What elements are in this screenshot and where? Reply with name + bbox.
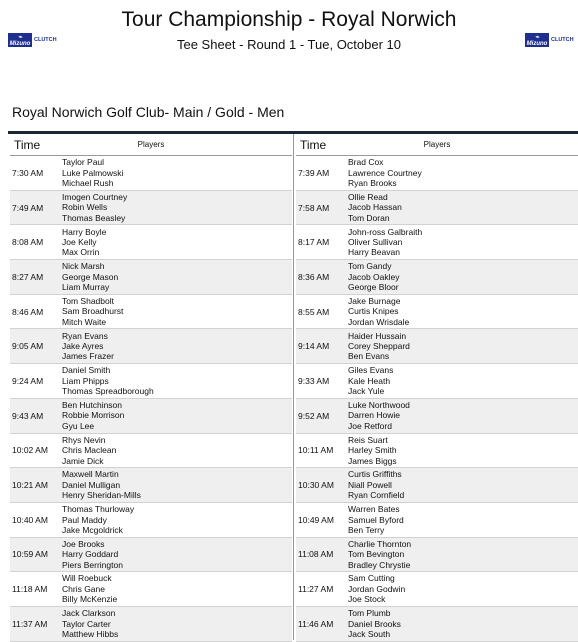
player-group xyxy=(348,227,422,258)
player-name: Bradley Chrystie xyxy=(348,559,411,570)
player-name: Harry Goddard xyxy=(62,549,119,560)
tee-time: 9:43 AM xyxy=(12,410,44,421)
player-name: James Frazer xyxy=(62,351,114,362)
tee-time: 9:24 AM xyxy=(12,375,44,386)
tee-time: 11:18 AM xyxy=(12,584,48,595)
tee-time: 8:46 AM xyxy=(12,306,44,317)
player-name: Ollie Read xyxy=(348,191,388,202)
player-name: Giles Evans xyxy=(348,365,394,376)
player-name: Tom Gandy xyxy=(348,261,392,272)
player-name: Ryan Brooks xyxy=(348,178,397,189)
tee-time-row xyxy=(296,225,578,260)
player-group xyxy=(348,573,405,604)
player-name: Jack South xyxy=(348,628,391,639)
tee-time-row xyxy=(296,329,578,364)
player-name: Haider Hussain xyxy=(348,330,407,341)
tee-time-row xyxy=(10,434,292,469)
player-name: Maxwell Martin xyxy=(62,469,119,480)
tee-time-row xyxy=(10,329,292,364)
player-name: Jordan Wrisdale xyxy=(348,316,410,327)
player-group xyxy=(348,296,409,327)
tee-time-row xyxy=(296,260,578,295)
tee-time: 10:11 AM xyxy=(298,445,334,456)
tee-time-row xyxy=(10,156,292,191)
tee-time: 8:36 AM xyxy=(298,271,330,282)
player-name: Niall Powell xyxy=(348,479,392,490)
player-name: Harley Smith xyxy=(348,445,397,456)
player-name: Tom Shadbolt xyxy=(62,295,114,306)
player-name: Lawrence Courtney xyxy=(348,167,422,178)
player-group xyxy=(62,365,154,396)
player-group xyxy=(348,504,404,535)
player-name: Ryan Cornfield xyxy=(348,490,405,501)
player-name: Darren Howie xyxy=(348,410,400,421)
tee-time-row xyxy=(296,364,578,399)
player-name: Oliver Sullivan xyxy=(348,237,403,248)
tee-time: 9:33 AM xyxy=(298,375,330,386)
player-name: Robbie Morrison xyxy=(62,410,125,421)
player-name: Thomas Spreadborough xyxy=(62,386,154,397)
tee-sheet-left-column xyxy=(10,134,292,642)
runbird-icon: ⌁ xyxy=(17,33,23,41)
player-group xyxy=(348,365,393,396)
tee-time: 10:40 AM xyxy=(12,514,48,525)
player-name: Kale Heath xyxy=(348,375,391,386)
page-title: Tour Championship - Royal Norwich xyxy=(121,8,457,31)
player-name: Jamie Dick xyxy=(62,455,104,466)
tee-time-list xyxy=(296,156,578,642)
tee-sheet-right-column xyxy=(296,134,578,642)
player-group xyxy=(62,331,114,362)
tee-time-row xyxy=(296,607,578,642)
logo-brand-text: CLUTCH xyxy=(34,37,57,43)
tee-time-row xyxy=(296,538,578,573)
player-name: Luke Palmowski xyxy=(62,167,124,178)
tee-time-row xyxy=(296,468,578,503)
player-group xyxy=(348,400,410,431)
player-name: Chris Gane xyxy=(62,583,105,594)
player-name: Jacob Hassan xyxy=(348,202,402,213)
tee-time-row xyxy=(296,156,578,191)
tee-time-row xyxy=(10,572,292,607)
tee-time: 8:08 AM xyxy=(12,237,44,248)
player-name: George Bloor xyxy=(348,282,399,293)
player-group xyxy=(62,469,141,500)
player-name: Max Orrin xyxy=(62,247,100,258)
player-name: Daniel Brooks xyxy=(348,618,401,629)
tee-time-row xyxy=(296,295,578,330)
player-name: Daniel Smith xyxy=(62,365,111,376)
tee-time: 11:46 AM xyxy=(298,618,334,629)
tee-time: 10:59 AM xyxy=(12,549,48,560)
tee-time-row xyxy=(10,607,292,642)
player-name: Piers Berrington xyxy=(62,559,123,570)
player-name: Thomas Thurloway xyxy=(62,504,135,515)
tee-time: 9:52 AM xyxy=(298,410,330,421)
player-name: John-ross Galbraith xyxy=(348,226,423,237)
player-name: Curtis Griffiths xyxy=(348,469,402,480)
player-group xyxy=(62,608,118,639)
tee-time-row xyxy=(10,260,292,295)
tee-time: 11:27 AM xyxy=(298,584,334,595)
player-name: Paul Maddy xyxy=(62,514,107,525)
player-name: Michael Rush xyxy=(62,178,114,189)
player-group xyxy=(348,435,397,466)
player-name: Brad Cox xyxy=(348,157,384,168)
player-name: Luke Northwood xyxy=(348,400,410,411)
tee-time-row xyxy=(10,225,292,260)
player-name: Samuel Byford xyxy=(348,514,404,525)
player-group xyxy=(62,400,124,431)
player-name: Gyu Lee xyxy=(62,420,95,431)
player-name: Thomas Beasley xyxy=(62,212,126,223)
player-name: Jake Burnage xyxy=(348,295,401,306)
column-header xyxy=(10,134,292,156)
player-name: Mitch Waite xyxy=(62,316,107,327)
player-name: Harry Boyle xyxy=(62,226,107,237)
tee-time: 10:02 AM xyxy=(12,445,48,456)
tee-time: 7:49 AM xyxy=(12,202,44,213)
tee-time-row xyxy=(10,191,292,226)
player-name: Tom Plumb xyxy=(348,608,391,619)
tee-time: 7:39 AM xyxy=(298,167,330,178)
player-group xyxy=(348,261,400,292)
players-header: Players xyxy=(137,140,165,149)
player-name: Nick Marsh xyxy=(62,261,105,272)
player-name: Henry Sheridan-Mills xyxy=(62,490,141,501)
tee-time: 8:17 AM xyxy=(298,237,330,248)
player-name: Jordan Godwin xyxy=(348,583,406,594)
player-name: Joe Stock xyxy=(348,594,386,605)
tee-time: 9:05 AM xyxy=(12,341,44,352)
player-name: Harry Beavan xyxy=(348,247,400,258)
tee-time-list xyxy=(10,156,292,642)
player-group xyxy=(348,539,411,570)
tee-time-row xyxy=(296,572,578,607)
logo-brand-text: CLUTCH xyxy=(551,37,574,43)
player-name: Sam Broadhurst xyxy=(62,306,124,317)
tee-time-row xyxy=(10,364,292,399)
player-group xyxy=(348,157,422,188)
column-divider xyxy=(293,134,294,640)
player-name: Ben Terry xyxy=(348,524,385,535)
player-group xyxy=(348,469,404,500)
time-header: Time xyxy=(14,137,41,152)
player-name: Matthew Hibbs xyxy=(62,628,119,639)
tee-time: 10:30 AM xyxy=(298,480,334,491)
player-name: Joe Kelly xyxy=(62,237,97,248)
player-name: Jack Yule xyxy=(348,386,385,397)
player-group xyxy=(62,296,123,327)
tee-time-row xyxy=(10,538,292,573)
tee-time: 11:37 AM xyxy=(12,618,48,629)
tee-time: 10:49 AM xyxy=(298,514,334,525)
time-header: Time xyxy=(300,137,327,152)
player-name: Jack Clarkson xyxy=(62,608,116,619)
player-name: Liam Phipps xyxy=(62,375,109,386)
player-name: James Biggs xyxy=(348,455,397,466)
player-name: Joe Brooks xyxy=(62,538,105,549)
tee-time: 9:14 AM xyxy=(298,341,330,352)
player-name: Corey Sheppard xyxy=(348,341,410,352)
tee-time-row xyxy=(296,434,578,469)
logo-mark-text: Mizuno xyxy=(526,40,548,47)
player-name: Imogen Courtney xyxy=(62,191,128,202)
player-name: Ryan Evans xyxy=(62,330,108,341)
player-name: Charlie Thornton xyxy=(348,538,412,549)
tee-time: 8:55 AM xyxy=(298,306,330,317)
player-group xyxy=(62,504,134,535)
player-name: Jacob Oakley xyxy=(348,271,400,282)
player-name: Sam Cutting xyxy=(348,573,395,584)
tee-time: 7:30 AM xyxy=(12,167,44,178)
tee-time: 7:58 AM xyxy=(298,202,330,213)
player-group xyxy=(62,192,127,223)
tee-time: 10:21 AM xyxy=(12,480,48,491)
player-name: Liam Murray xyxy=(62,282,110,293)
player-group xyxy=(62,227,106,258)
tee-time-row xyxy=(10,503,292,538)
player-name: Taylor Paul xyxy=(62,157,105,168)
player-group xyxy=(348,192,402,223)
player-name: Warren Bates xyxy=(348,504,400,515)
player-name: Robin Wells xyxy=(62,202,108,213)
player-name: Curtis Knipes xyxy=(348,306,399,317)
runbird-icon: ⌁ xyxy=(534,33,540,41)
player-name: Rhys Nevin xyxy=(62,434,106,445)
player-group xyxy=(62,157,123,188)
logo-mark-text: Mizuno xyxy=(9,40,31,47)
player-name: Jake Ayres xyxy=(62,341,104,352)
player-name: Will Roebuck xyxy=(62,573,112,584)
player-group xyxy=(348,331,410,362)
player-group xyxy=(62,261,118,292)
player-name: Tom Bevington xyxy=(348,549,405,560)
player-name: Chris Maclean xyxy=(62,445,117,456)
tee-time-row xyxy=(10,399,292,434)
player-name: Tom Doran xyxy=(348,212,390,223)
player-name: Billy McKenzie xyxy=(62,594,118,605)
section-title: Royal Norwich Golf Club- Main / Gold - Men xyxy=(12,104,285,120)
players-header: Players xyxy=(423,140,451,149)
player-group xyxy=(62,435,116,466)
player-name: George Mason xyxy=(62,271,119,282)
player-name: Jake Mcgoldrick xyxy=(62,524,123,535)
tee-time-row xyxy=(296,399,578,434)
player-group xyxy=(62,573,117,604)
column-header xyxy=(296,134,578,156)
player-name: Ben Evans xyxy=(348,351,390,362)
player-group xyxy=(62,539,123,570)
page-subtitle: Tee Sheet - Round 1 - Tue, October 10 xyxy=(176,37,402,52)
tee-time: 11:08 AM xyxy=(298,549,334,560)
tee-time: 8:27 AM xyxy=(12,271,44,282)
player-name: Reis Suart xyxy=(348,434,388,445)
tee-time-row xyxy=(10,295,292,330)
player-name: Taylor Carter xyxy=(62,618,111,629)
player-name: Ben Hutchinson xyxy=(62,400,123,411)
player-name: Daniel Mulligan xyxy=(62,479,121,490)
player-name: Joe Retford xyxy=(348,420,392,431)
tee-time-row xyxy=(296,503,578,538)
player-group xyxy=(348,608,401,639)
tee-time-row xyxy=(10,468,292,503)
tee-time-row xyxy=(296,191,578,226)
